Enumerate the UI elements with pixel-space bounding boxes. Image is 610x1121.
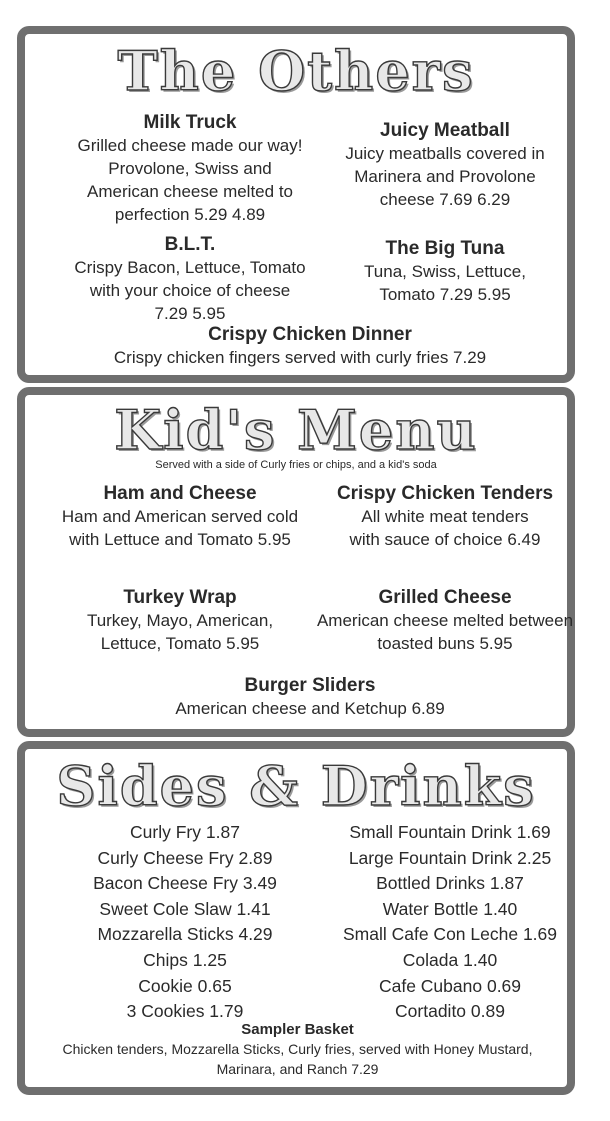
item-name: Milk Truck xyxy=(143,112,237,133)
item-desc-line: Ham and American served cold xyxy=(61,507,299,526)
menu-item-ham-and-cheese xyxy=(45,483,315,551)
sides-and-drinks-title: Sides & Drinks xyxy=(56,754,536,818)
list-item: Bacon Cheese Fry 3.49 xyxy=(93,873,277,894)
item-desc-line: Lettuce, Tomato 5.95 xyxy=(100,634,260,653)
list-item: Cortadito 0.89 xyxy=(395,1001,505,1022)
list-item: Mozzarella Sticks 4.29 xyxy=(97,924,273,945)
menu-item-grilled-cheese xyxy=(310,587,580,655)
menu-item-milk-truck xyxy=(55,112,325,226)
item-desc-line: Crispy Bacon, Lettuce, Tomato xyxy=(74,258,306,277)
item-name: B.L.T. xyxy=(164,234,216,255)
kids-menu-title: Kid's Menu xyxy=(114,398,478,462)
item-name: Grilled Cheese xyxy=(378,587,512,608)
sides-list xyxy=(65,820,305,1025)
list-item: Small Fountain Drink 1.69 xyxy=(349,822,551,842)
item-name: The Big Tuna xyxy=(385,238,505,259)
item-desc-line: with Lettuce and Tomato 5.95 xyxy=(69,530,291,549)
menu-item-burger-sliders xyxy=(145,675,475,720)
item-name: Crispy Chicken Dinner xyxy=(208,324,412,345)
item-name: Burger Sliders xyxy=(244,675,376,696)
menu-item-blt xyxy=(55,234,325,325)
item-desc-line: Grilled cheese made our way! xyxy=(77,136,303,155)
item-desc-line: Marinera and Provolone xyxy=(354,167,536,186)
menu-item-juicy-meatball xyxy=(330,120,560,211)
menu-item-sampler-basket xyxy=(35,1021,560,1079)
item-desc-line: Chicken tenders, Mozzarella Sticks, Curly fries, served with Honey Mustard, xyxy=(62,1041,533,1057)
menu-item-crispy-chicken-dinner xyxy=(65,324,535,369)
list-item: Water Bottle 1.40 xyxy=(382,898,518,919)
item-desc-line: American cheese and Ketchup 6.89 xyxy=(175,699,445,718)
item-name: Juicy Meatball xyxy=(380,120,510,141)
item-desc-line: with your choice of cheese xyxy=(89,281,291,300)
kids-menu-panel xyxy=(17,387,575,737)
list-item: Cookie 0.65 xyxy=(138,975,232,996)
list-item: Chips 1.25 xyxy=(143,949,227,970)
list-item: Cafe Cubano 0.69 xyxy=(378,975,522,996)
item-desc-line: Tuna, Swiss, Lettuce, xyxy=(364,262,526,281)
menu-item-big-tuna xyxy=(340,238,550,306)
item-desc-line: American cheese melted between xyxy=(316,611,574,630)
the-others-panel xyxy=(17,26,575,383)
item-desc-line: Provolone, Swiss and xyxy=(108,159,272,178)
item-desc-line: cheese 7.69 6.29 xyxy=(379,190,511,209)
list-item: Curly Cheese Fry 2.89 xyxy=(97,847,273,868)
item-desc-line: perfection 5.29 4.89 xyxy=(114,205,266,224)
item-desc-line: Tomato 7.29 5.95 xyxy=(379,285,511,304)
item-name: Turkey Wrap xyxy=(123,587,237,608)
item-desc-line: with sauce of choice 6.49 xyxy=(349,530,541,549)
the-others-title: The Others xyxy=(117,39,475,103)
list-item: Bottled Drinks 1.87 xyxy=(376,873,524,894)
item-desc-line: Marinara, and Ranch 7.29 xyxy=(216,1061,379,1077)
item-name: Crispy Chicken Tenders xyxy=(336,483,554,504)
item-name: Ham and Cheese xyxy=(103,483,257,504)
menu-item-crispy-chicken-tenders xyxy=(320,483,570,551)
item-desc-line: Juicy meatballs covered in xyxy=(345,144,545,163)
kids-menu-subtitle: Served with a side of Curly fries or chips, and a kid's soda xyxy=(155,459,437,471)
item-name: Sampler Basket xyxy=(241,1021,354,1038)
item-desc-line: toasted buns 5.95 xyxy=(377,634,513,653)
item-desc-line: Turkey, Mayo, American, xyxy=(86,611,274,630)
list-item: 3 Cookies 1.79 xyxy=(126,1001,244,1022)
list-item: Sweet Cole Slaw 1.41 xyxy=(99,898,271,919)
item-desc-line: American cheese melted to xyxy=(87,182,293,201)
sides-and-drinks-panel xyxy=(17,741,575,1095)
item-desc-line: All white meat tenders xyxy=(361,507,529,526)
list-item: Curly Fry 1.87 xyxy=(130,822,240,842)
menu-item-turkey-wrap xyxy=(70,587,290,655)
item-desc-line: Crispy chicken fingers served with curly fries 7.29 xyxy=(113,348,487,367)
drinks-list xyxy=(325,820,575,1025)
item-desc-line: 7.29 5.95 xyxy=(154,304,226,323)
list-item: Small Cafe Con Leche 1.69 xyxy=(342,924,558,945)
list-item: Colada 1.40 xyxy=(402,949,498,970)
list-item: Large Fountain Drink 2.25 xyxy=(348,847,552,868)
